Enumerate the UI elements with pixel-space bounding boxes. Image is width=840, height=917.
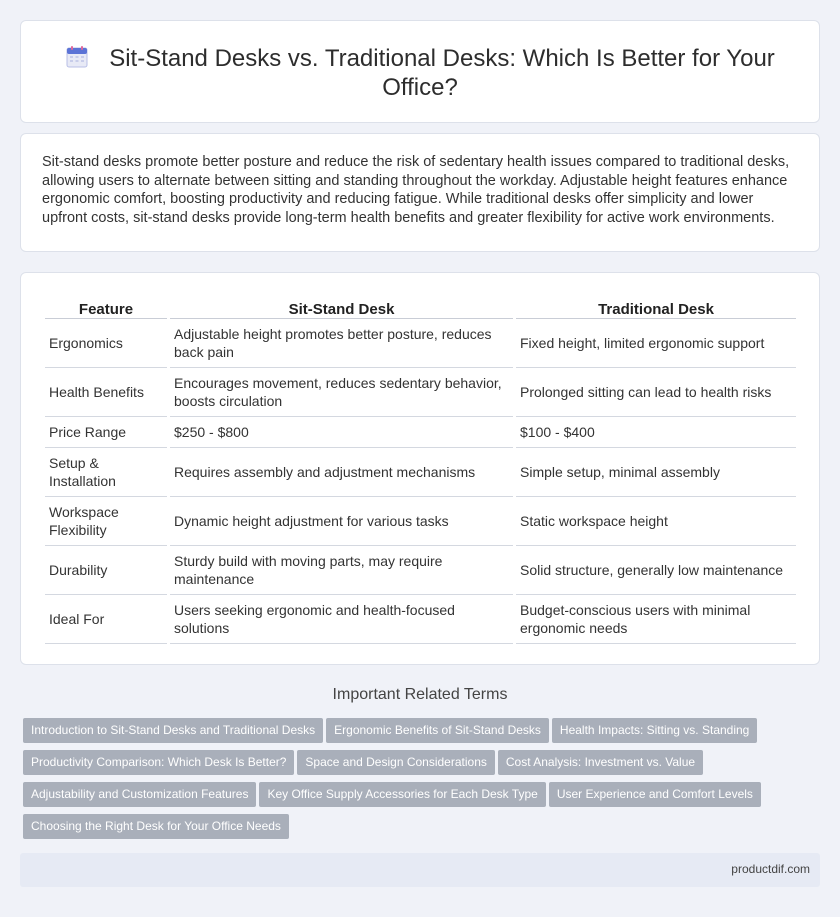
title-card (20, 20, 820, 123)
feature-cell: Ideal For (45, 595, 167, 644)
calendar-icon (65, 45, 89, 69)
related-term-tag[interactable]: Key Office Supply Accessories for Each Desk Type (259, 782, 545, 807)
footer (20, 853, 820, 887)
related-term-tag[interactable]: Introduction to Sit-Stand Desks and Traditional Desks (23, 718, 323, 743)
related-term-tag[interactable]: Adjustability and Customization Features (23, 782, 256, 807)
traditional-cell: Simple setup, minimal assembly (516, 448, 796, 497)
feature-cell: Ergonomics (45, 319, 167, 368)
feature-cell: Health Benefits (45, 368, 167, 417)
table-row (45, 497, 796, 546)
related-term-tag[interactable]: Health Impacts: Sitting vs. Standing (552, 718, 757, 743)
table-row (45, 595, 796, 644)
comparison-table-card (20, 272, 820, 665)
traditional-cell: Fixed height, limited ergonomic support (516, 319, 796, 368)
sit-stand-cell: Requires assembly and adjustment mechanisms (170, 448, 513, 497)
header-feature: Feature (45, 295, 167, 319)
feature-cell: Durability (45, 546, 167, 595)
page-title: Sit-Stand Desks vs. Traditional Desks: Which Is Better for Your Office? (109, 45, 775, 101)
sit-stand-cell: Sturdy build with moving parts, may require maintenance (170, 546, 513, 595)
traditional-cell: Budget-conscious users with minimal ergonomic needs (516, 595, 796, 644)
related-terms-title: Important Related Terms (332, 686, 508, 703)
traditional-cell: Prolonged sitting can lead to health risks (516, 368, 796, 417)
feature-cell: Workspace Flexibility (45, 497, 167, 546)
traditional-cell: Static workspace height (516, 497, 796, 546)
sit-stand-cell: Adjustable height promotes better posture, reduces back pain (170, 319, 513, 368)
related-term-tag[interactable]: Ergonomic Benefits of Sit-Stand Desks (326, 718, 549, 743)
related-terms-list (23, 718, 803, 846)
traditional-cell: Solid structure, generally low maintenance (516, 546, 796, 595)
related-term-tag[interactable]: Choosing the Right Desk for Your Office Needs (23, 814, 289, 839)
table-row (45, 319, 796, 368)
header-sit-stand: Sit-Stand Desk (170, 295, 513, 319)
comparison-table (42, 295, 799, 644)
table-header-row (45, 295, 796, 319)
table-row (45, 546, 796, 595)
intro-card (20, 133, 820, 252)
related-term-tag[interactable]: User Experience and Comfort Levels (549, 782, 761, 807)
table-row (45, 417, 796, 448)
sit-stand-cell: Dynamic height adjustment for various tasks (170, 497, 513, 546)
sit-stand-cell: Encourages movement, reduces sedentary behavior, boosts circulation (170, 368, 513, 417)
header-traditional: Traditional Desk (516, 295, 796, 319)
table-row (45, 448, 796, 497)
related-term-tag[interactable]: Space and Design Considerations (297, 750, 494, 775)
sit-stand-cell: $250 - $800 (170, 417, 513, 448)
table-row (45, 368, 796, 417)
traditional-cell: $100 - $400 (516, 417, 796, 448)
page-title-wrap (61, 44, 779, 102)
feature-cell: Setup & Installation (45, 448, 167, 497)
related-term-tag[interactable]: Cost Analysis: Investment vs. Value (498, 750, 703, 775)
related-term-tag[interactable]: Productivity Comparison: Which Desk Is Better? (23, 750, 294, 775)
footer-site-link[interactable]: productdif.com (731, 862, 810, 876)
feature-cell: Price Range (45, 417, 167, 448)
sit-stand-cell: Users seeking ergonomic and health-focused solutions (170, 595, 513, 644)
intro-paragraph: Sit-stand desks promote better posture and reduce the risk of sedentary health issues compared to traditional desks, allowing users to alternate between sitting and standing throughout the workday. Adjustable height features enhance ergonomic comfort, boosting productivity and reducing fatigue. While traditional desks offer simplicity and lower upfront costs, sit-stand desks provide long-term health benefits and greater flexibility for active work environments. (42, 154, 790, 226)
